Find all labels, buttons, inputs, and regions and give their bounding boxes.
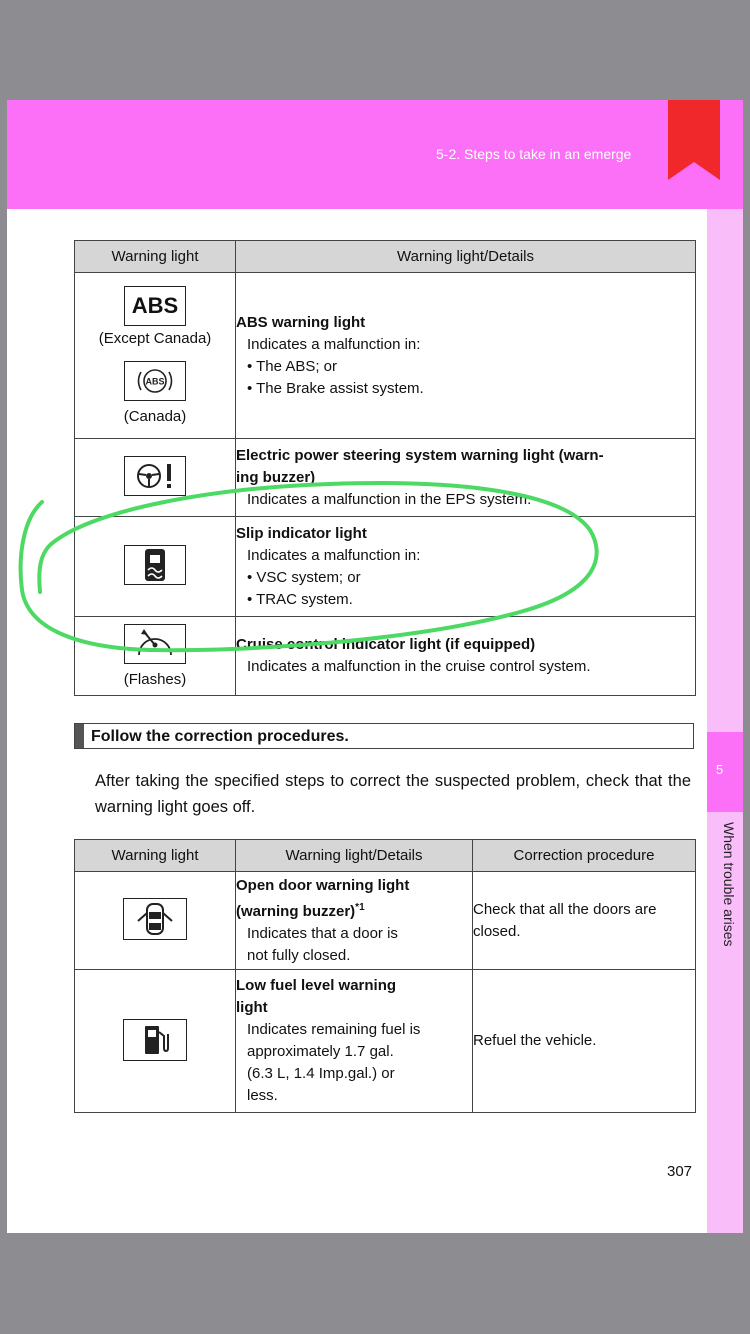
warning-title-text: (warning buzzer): [236, 902, 356, 920]
icon-cell: [75, 970, 236, 1113]
icon-caption: (Flashes): [123, 671, 187, 688]
slip-indicator-icon: [124, 545, 186, 585]
icon-caption: (Canada): [123, 408, 187, 425]
detail-cell: [236, 273, 696, 439]
column-header: Warning light: [75, 241, 236, 273]
table-header-row: [75, 840, 696, 872]
detail-cell: [236, 517, 696, 617]
procedure-cell: Refuel the vehicle.: [473, 970, 696, 1113]
section-title: 5-2. Steps to take in an emerge: [436, 146, 632, 162]
svg-text:ABS: ABS: [145, 376, 165, 387]
detail-line: Indicates a malfunction in the EPS system.: [247, 490, 532, 508]
detail-line: Indicates a malfunction in the cruise control system.: [247, 658, 591, 675]
cruise-control-icon: [124, 624, 186, 664]
warning-title-continued: ing buzzer): [236, 468, 316, 486]
column-header: Warning light/Details: [236, 241, 696, 273]
section-heading: [74, 723, 694, 749]
warning-title: Slip indicator light: [236, 524, 367, 542]
section-heading-text: Follow the correction procedures.: [91, 728, 349, 745]
table-row: [75, 970, 696, 1113]
detail-line: not fully closed.: [247, 946, 351, 964]
detail-line: less.: [247, 1087, 278, 1104]
steering-warning-icon: [124, 456, 186, 496]
table-header-row: [75, 241, 696, 273]
warning-title: ABS warning light: [236, 313, 366, 331]
bookmark-icon: [668, 100, 720, 180]
icon-cell: [75, 617, 236, 696]
warning-title-continued: light: [236, 999, 268, 1016]
manual-page: [7, 100, 743, 1233]
footnote-marker: *1: [355, 901, 365, 913]
procedure-cell: Check that all the doors are closed.: [473, 872, 696, 970]
detail-line: Indicates a malfunction in:: [247, 546, 421, 564]
icon-cell: [75, 517, 236, 617]
detail-line: • VSC system; or: [247, 568, 361, 586]
page-number: 307: [667, 1163, 693, 1180]
detail-line: Indicates that a door is: [247, 924, 398, 942]
table-row: [75, 439, 696, 517]
detail-cell: [236, 617, 696, 696]
section-header-bar: [7, 100, 743, 209]
icon-cell: [75, 872, 236, 970]
heading-bar: [75, 724, 84, 748]
warning-title: Cruise control indicator light (if equipped): [236, 636, 536, 653]
chapter-tab[interactable]: [707, 732, 743, 812]
warning-light-table: [74, 240, 696, 696]
warning-title-continued: [236, 897, 472, 923]
detail-line: • The Brake assist system.: [247, 379, 424, 397]
column-header: Correction procedure: [473, 840, 696, 872]
table-row: [75, 517, 696, 617]
detail-line: (6.3 L, 1.4 Imp.gal.) or: [247, 1065, 395, 1082]
side-strip: [707, 209, 743, 1233]
abs-text-icon: ABS: [124, 286, 186, 326]
detail-line: • TRAC system.: [247, 590, 353, 608]
detail-line: • The ABS; or: [247, 357, 338, 375]
detail-line: Indicates a malfunction in:: [247, 335, 421, 353]
table-row: [75, 273, 696, 439]
body-paragraph: After taking the specified steps to correct the suspected problem, check that the warning light goes off.: [95, 772, 691, 816]
icon-caption: (Except Canada): [98, 330, 212, 347]
column-header: Warning light/Details: [236, 840, 473, 872]
warning-title: Low fuel level warning: [236, 977, 397, 994]
icon-cell: [75, 439, 236, 517]
detail-cell: [236, 970, 473, 1113]
chapter-number: 5: [716, 762, 724, 777]
abs-circle-icon: [124, 361, 186, 401]
detail-line: Indicates remaining fuel is: [247, 1021, 421, 1038]
detail-cell: [236, 439, 696, 517]
warning-title: Electric power steering system warning light (warn-: [236, 446, 604, 464]
warning-title: Open door warning light: [236, 876, 410, 894]
chapter-label: When trouble arises: [721, 822, 737, 947]
fuel-pump-icon: [123, 1019, 187, 1061]
icon-cell: [75, 273, 236, 439]
detail-cell: [236, 872, 473, 970]
detail-line: approximately 1.7 gal.: [247, 1043, 394, 1060]
table-row: [75, 872, 696, 970]
open-door-icon: [123, 898, 187, 940]
column-header: Warning light: [75, 840, 236, 872]
correction-table: [74, 839, 696, 1113]
table-row: [75, 617, 696, 696]
